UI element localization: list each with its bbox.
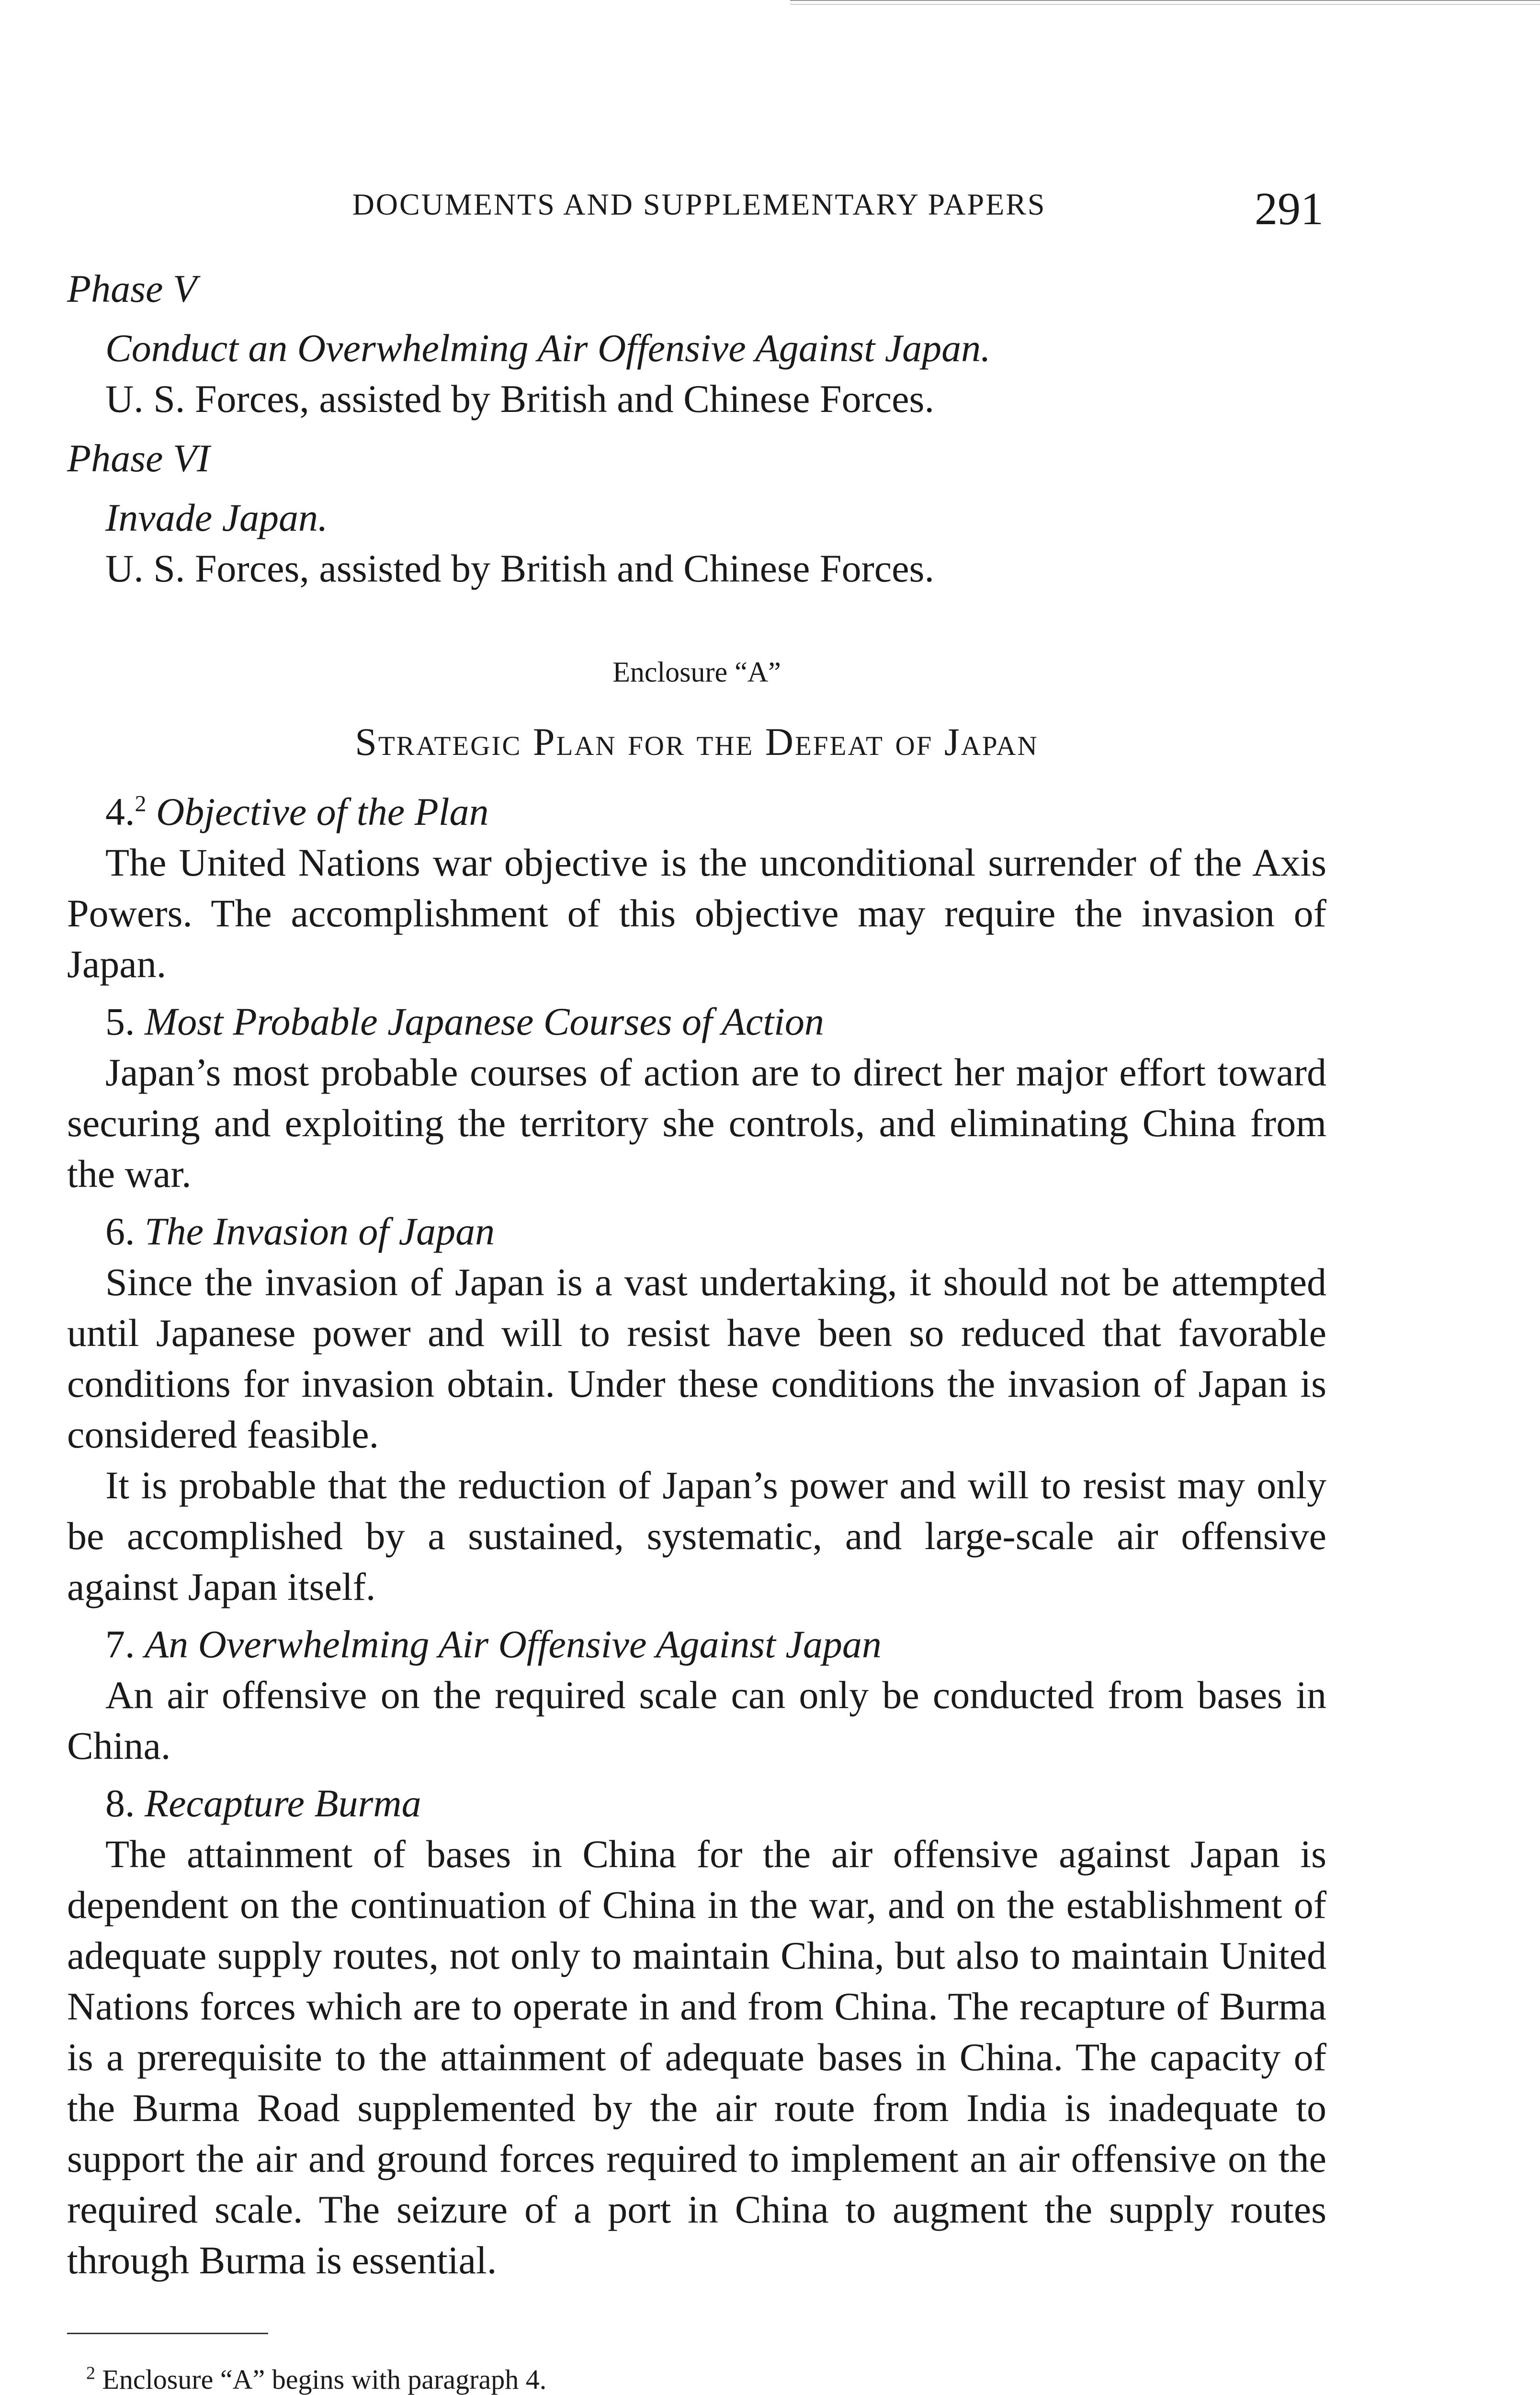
section-number: 6. xyxy=(105,1209,135,1253)
section-number: 8. xyxy=(105,1781,135,1825)
phase-forces: U. S. Forces, assisted by British and Chinese Forces. xyxy=(105,377,934,421)
footnote xyxy=(67,2361,1346,2395)
section-title: Objective of the Plan xyxy=(156,790,489,833)
footnote-rule xyxy=(67,2333,268,2334)
section-number: 5. xyxy=(105,1000,135,1043)
section-title: The Invasion of Japan xyxy=(145,1209,495,1253)
section-heading-7 xyxy=(67,1619,1326,1670)
section-number: 4. xyxy=(105,790,135,833)
enclosure-label: Enclosure “A” xyxy=(612,656,781,688)
section-title: Recapture Burma xyxy=(145,1781,421,1825)
footnote-reference: 2 xyxy=(135,791,147,817)
section-number: 7. xyxy=(105,1622,135,1666)
footnote-mark: 2 xyxy=(86,2363,95,2384)
phase-block-vi xyxy=(67,433,1326,594)
section-paragraph: An air offensive on the required scale can only be conducted from bases in China. xyxy=(67,1673,1326,1768)
section-title: An Overwhelming Air Offensive Against Japan xyxy=(145,1622,882,1666)
section-heading-4 xyxy=(67,787,1326,837)
footnote-text: Enclosure “A” begins with paragraph 4. xyxy=(102,2364,547,2395)
page-body xyxy=(67,263,1326,2286)
section-paragraph: The United Nations war objective is the unconditional surrender of the Axis Powers. The accomplishment of this objective may require the invasion of Japan. xyxy=(67,841,1326,986)
phase-action: Invade Japan. xyxy=(105,496,328,539)
top-edge-rule xyxy=(790,0,1540,5)
phase-label: Phase VI xyxy=(67,436,210,480)
phase-action: Conduct an Overwhelming Air Offensive Against Japan. xyxy=(105,326,991,370)
plan-title: Strategic Plan for the Defeat of Japan xyxy=(355,720,1039,764)
phase-label: Phase V xyxy=(67,267,197,310)
section-paragraph: The attainment of bases in China for the air offensive against Japan is dependent on the continuation of China in the war, and on the establishment of adequate supply routes, not only to maintain China, but also to maintain United Nations forces which are to operate in and from China. The recapture of Burma is a prerequisite to the attainment of adequate bases in China. The capacity of the Burma Road supplemented by the air route from India is inadequate to support the air and ground forces required to implement an air offensive on the required scale. The seizure of a port in China to augment the supply routes through Burma is essential. xyxy=(67,1832,1326,2282)
running-head: DOCUMENTS AND SUPPLEMENTARY PAPERS xyxy=(352,187,1046,221)
section-paragraph: Since the invasion of Japan is a vast undertaking, it should not be attempted until Japanese power and will to resist have been so reduced that favorable conditions for invasion obtain. Under these conditions the invasion of Japan is considered feasible. xyxy=(67,1260,1326,1456)
section-heading-8 xyxy=(67,1778,1326,1829)
section-heading-6 xyxy=(67,1206,1326,1257)
page-number: 291 xyxy=(1255,183,1324,234)
section-title: Most Probable Japanese Courses of Action xyxy=(145,1000,824,1043)
phase-block-v xyxy=(67,263,1326,424)
section-paragraph: It is probable that the reduction of Japan’s power and will to resist may only be accomplished by a sustained, systematic, and large-scale air offensive against Japan itself. xyxy=(67,1463,1326,1608)
phase-forces: U. S. Forces, assisted by British and Chinese Forces. xyxy=(105,547,934,590)
section-paragraph: Japan’s most probable courses of action are to direct her major effort toward securing and exploiting the territory she controls, and eliminating China from the war. xyxy=(67,1050,1326,1196)
section-heading-5 xyxy=(67,996,1326,1047)
